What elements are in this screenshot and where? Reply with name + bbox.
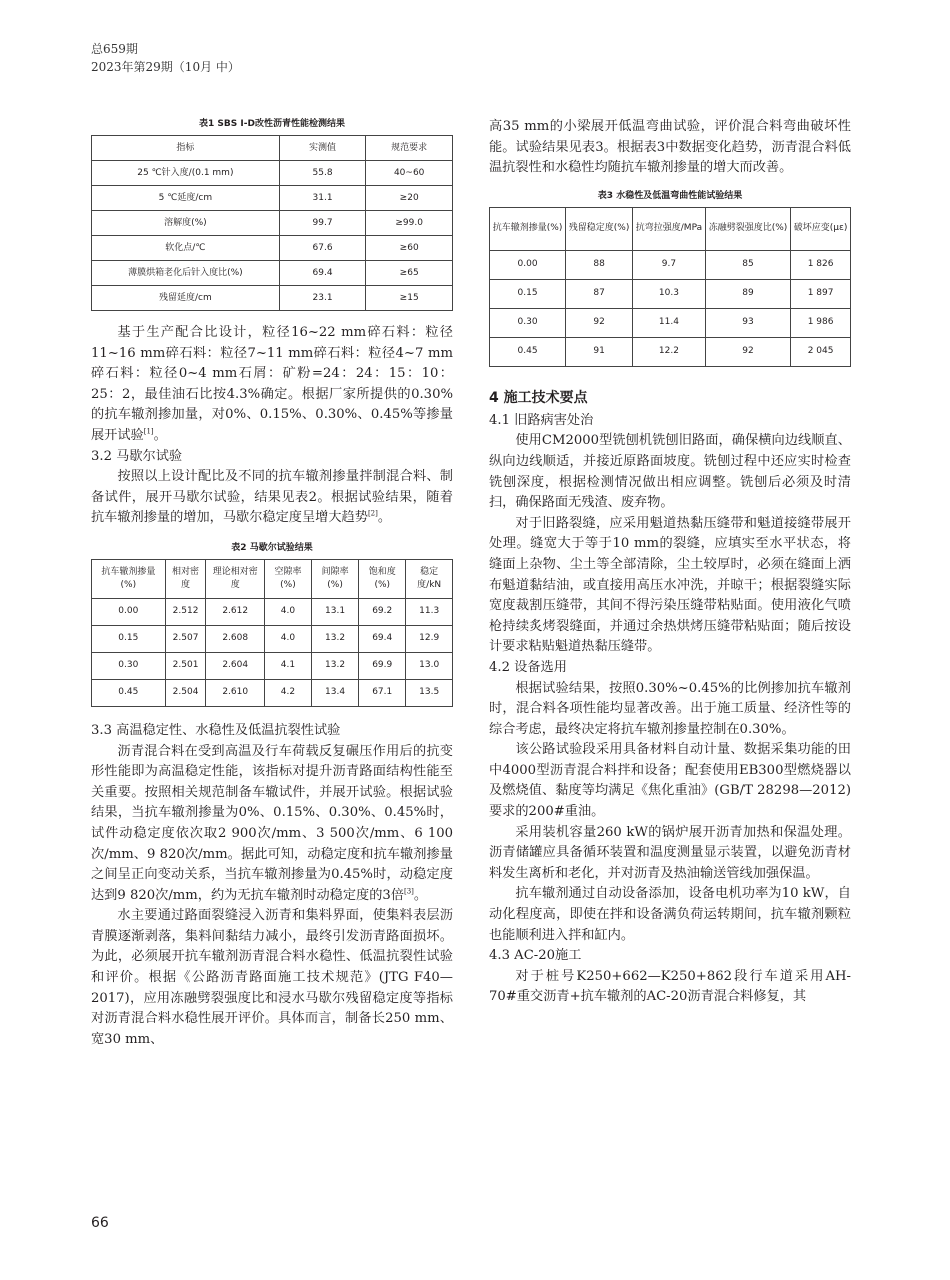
table3-caption: 表3 水稳性及低温弯曲性能试验结果: [597, 190, 743, 201]
table-row: [92, 186, 453, 211]
subsection-heading: 4.2 设备选用: [489, 659, 567, 675]
journal-header: [91, 40, 240, 76]
table-header-cell: 规范要求: [366, 136, 453, 161]
table-row: [490, 337, 851, 366]
table-cell: 40~60: [366, 161, 453, 186]
table-header-cell: 抗弯拉强度/MPa: [633, 207, 706, 250]
table-cell: ≥99.0: [366, 211, 453, 236]
table-cell: 13.1: [312, 598, 359, 625]
table-cell: 薄膜烘箱老化后针入度比(%): [92, 261, 280, 286]
table-cell: 23.1: [279, 286, 366, 311]
table-cell: 69.4: [279, 261, 366, 286]
table-cell: 2 045: [791, 337, 851, 366]
left-column: [91, 117, 453, 1050]
table-cell: 12.9: [406, 625, 453, 652]
table-cell: 88: [566, 250, 633, 279]
table-cell: 2.612: [206, 598, 264, 625]
citation: [3]: [403, 887, 414, 896]
table-cell: 13.0: [406, 652, 453, 679]
table-cell: 2.604: [206, 652, 264, 679]
table-header-cell: 抗车辙剂掺量(%): [92, 559, 166, 598]
table-cell: 2.507: [165, 625, 206, 652]
table-cell: 13.4: [312, 679, 359, 706]
table-row: [92, 286, 453, 311]
table3: [489, 207, 851, 367]
table-cell: 0.30: [490, 308, 566, 337]
table-cell: 残留延度/cm: [92, 286, 280, 311]
section-heading: 3.3 高温稳定性、水稳性及低温抗裂性试验: [91, 722, 341, 738]
table-cell: 2.501: [165, 652, 206, 679]
table-cell: 91: [566, 337, 633, 366]
paragraph-text: 按照以上设计配比及不同的抗车辙剂掺量拌制混合料、制备试件，展开马歇尔试验，结果见表2。根据试验结果，随着抗车辙剂掺量的增加，马歇尔稳定度呈增大趋势: [91, 469, 453, 526]
table-cell: 13.2: [312, 625, 359, 652]
table-header-cell: 抗车辙剂掺量(%): [490, 207, 566, 250]
punctuation: 。: [377, 510, 392, 526]
table-cell: 11.3: [406, 598, 453, 625]
subsection-heading: 4.1 旧路病害处治: [489, 412, 594, 428]
table-row: [490, 250, 851, 279]
paragraph: 对于旧路裂缝，应采用魁道热黏压缝带和魁道接缝带展开处理。缝宽大于等于10 mm的裂缝，应填实至水平状态，将缝面上杂物、尘土等全部清除，尘土较厚时，必须在缝面上洒布魁道黏结油，或直接用高压水冲洗，并晾干；根据裂缝实际宽度裁割压缝带，其间不得污染压缝带粘贴面。使用液化气喷枪持续炙烤裂缝面，并通过余热烘烤压缝带粘贴面；随后按设计要求粘贴魁道热黏压缝带。: [489, 515, 851, 655]
paragraph: 水主要通过路面裂缝浸入沥青和集料界面，使集料表层沥青膜逐渐剥落，集料间黏结力减小，最终引发沥青路面损坏。为此，必须展开抗车辙剂沥青混合料水稳性、低温抗裂性试验和评价。根据《公路沥青路面施工技术规范》(JTG F40—2017)，应用冻融劈裂强度比和浸水马歇尔残留稳定度等指标对沥青混合料水稳性展开评价。具体而言，制备长250 mm、宽30 mm、: [91, 908, 453, 1047]
table-cell: 4.1: [264, 652, 311, 679]
table-cell: ≥60: [366, 236, 453, 261]
table-cell: 92: [566, 308, 633, 337]
paragraph: [91, 742, 453, 907]
table-header-row: [490, 207, 851, 250]
citation: [1]: [143, 427, 154, 436]
table-header-cell: 理论相对密度: [206, 559, 264, 598]
table-cell: 软化点/℃: [92, 236, 280, 261]
table-cell: 0.45: [490, 337, 566, 366]
table2: [91, 559, 453, 707]
paragraph: 抗车辙剂通过自动设备添加，设备电机功率为10 kW，自动化程度高，即使在拌和设备满负荷运转期间，抗车辙剂颗粒也能顺利进入拌和缸内。: [489, 886, 851, 943]
table-header-cell: 相对密度: [165, 559, 206, 598]
table-row: [92, 236, 453, 261]
table-row: [490, 279, 851, 308]
table-cell: 1 826: [791, 250, 851, 279]
table-cell: 92: [705, 337, 790, 366]
page-number: 66: [91, 1215, 109, 1231]
table-cell: 4.0: [264, 625, 311, 652]
table-cell: 0.15: [490, 279, 566, 308]
table-cell: 31.1: [279, 186, 366, 211]
table-cell: 89: [705, 279, 790, 308]
table-cell: 0.45: [92, 679, 166, 706]
table-row: [92, 211, 453, 236]
table-cell: ≥15: [366, 286, 453, 311]
punctuation: 。: [153, 427, 167, 443]
table-row: [92, 598, 453, 625]
table-cell: 55.8: [279, 161, 366, 186]
table-cell: 0.30: [92, 652, 166, 679]
table-cell: 69.2: [359, 598, 406, 625]
table-row: [490, 308, 851, 337]
paragraph: 根据试验结果，按照0.30%~0.45%的比例掺加抗车辙剂时，混合料各项性能均显著改善。出于施工质量、经济性等的综合考虑，最终决定将抗车辙剂掺量控制在0.30%。: [489, 680, 851, 737]
issue-date: 2023年第29期（10月 中）: [91, 60, 240, 74]
table1: [91, 135, 453, 311]
table-row: [92, 625, 453, 652]
table-cell: 2.512: [165, 598, 206, 625]
table-cell: 1 986: [791, 308, 851, 337]
table-cell: 69.9: [359, 652, 406, 679]
table-cell: 0.00: [92, 598, 166, 625]
table-cell: 93: [705, 308, 790, 337]
table-row: [92, 679, 453, 706]
table-cell: 9.7: [633, 250, 706, 279]
table-cell: 13.5: [406, 679, 453, 706]
table-cell: 99.7: [279, 211, 366, 236]
table-cell: 溶解度(%): [92, 211, 280, 236]
paragraph-text: 基于生产配合比设计，粒径16~22 mm碎石料：粒径11~16 mm碎石料：粒径7~11 mm碎石料：粒径4~7 mm碎石料：粒径0~4 mm石屑：矿粉=24：24：15：10：25：2，最佳油石比按4.3%确定。根据厂家所提供的0.30%的抗车辙剂掺加量，对0%、0.15%、0.30%、0.45%等掺量展开试验: [91, 325, 453, 443]
paragraph: 使用CM2000型铣刨机铣刨旧路面，确保横向边线顺直、纵向边线顺适，并接近原路面坡度。铣刨过程中还应实时检查铣刨深度，根据检测情况做出相应调整。铣刨后必须及时清扫，确保路面无残渣、废弃物。: [489, 433, 851, 511]
table-cell: 2.608: [206, 625, 264, 652]
table-header-cell: 间隙率(%): [312, 559, 359, 598]
table-header-cell: 冻融劈裂强度比(%): [705, 207, 790, 250]
table-cell: 13.2: [312, 652, 359, 679]
table-header-row: [92, 559, 453, 598]
table-cell: 67.6: [279, 236, 366, 261]
table-header-cell: 残留稳定度(%): [566, 207, 633, 250]
section-heading: 3.2 马歇尔试验: [91, 448, 183, 464]
paragraph: 该公路试验段采用具备材料自动计量、数据采集功能的田中4000型沥青混合料拌和设备；配套使用EB300型燃烧器以及燃烧值、黏度等均满足《焦化重油》(GB/T 28298—2012)要求的200#重油。: [489, 742, 851, 820]
table-cell: 69.4: [359, 625, 406, 652]
table-cell: 85: [705, 250, 790, 279]
table-cell: 0.00: [490, 250, 566, 279]
table-cell: ≥65: [366, 261, 453, 286]
table-row: [92, 261, 453, 286]
citation: [2]: [367, 509, 378, 518]
paragraph: 对于桩号K250+662—K250+862段行车道采用AH-70#重交沥青+抗车辙剂的AC-20沥青混合料修复，其: [489, 968, 851, 1005]
table1-caption: 表1 SBS I-D改性沥青性能检测结果: [199, 119, 345, 129]
table-header-cell: 指标: [92, 136, 280, 161]
table-cell: 0.15: [92, 625, 166, 652]
table-cell: 10.3: [633, 279, 706, 308]
table-cell: 25 ℃针入度/(0.1 mm): [92, 161, 280, 186]
subsection-heading: 4.3 AC-20施工: [489, 948, 582, 964]
paragraph: 高35 mm的小梁展开低温弯曲试验，评价混合料弯曲破坏性能。试验结果见表3。根据表3中数据变化趋势，沥青混合料低温抗裂性和水稳性均随抗车辙剂掺量的增大而改善。: [489, 119, 851, 176]
paragraph: [91, 323, 453, 447]
table-cell: 2.610: [206, 679, 264, 706]
table-header-cell: 破坏应变(με): [791, 207, 851, 250]
table-cell: 2.504: [165, 679, 206, 706]
table-header-cell: 实测值: [279, 136, 366, 161]
table-cell: 67.1: [359, 679, 406, 706]
paragraph: 采用装机容量260 kW的锅炉展开沥青加热和保温处理。沥青储罐应具备循环装置和温度测量显示装置，以避免沥青材料发生离析和老化，并对沥青及热油输送管线加强保温。: [489, 824, 851, 881]
table-cell: 11.4: [633, 308, 706, 337]
paragraph-text: 沥青混合料在受到高温及行车荷载反复碾压作用后的抗变形性能即为高温稳定性能，该指标对提升沥青路面结构性能至关重要。按照相关规范制备车辙试件，并展开试验。根据试验结果，当抗车辙剂掺量为0%、0.15%、0.30%、0.45%时，试件动稳定度依次取2 900次/mm、3 500次/mm、6 100次/mm、9 820次/mm。据此可知，动稳定度和抗车辙剂掺量之间呈正向变动关系，当抗车辙剂掺量为0.45%时，动稳定度达到9 820次/mm，约为无抗车辙剂时动稳定度的3倍: [91, 743, 453, 903]
table-header-cell: 饱和度(%): [359, 559, 406, 598]
table-row: [92, 161, 453, 186]
table-cell: 87: [566, 279, 633, 308]
table-header-row: [92, 136, 453, 161]
table-row: [92, 652, 453, 679]
right-column: [489, 117, 851, 1008]
section-heading: 4 施工技术要点: [489, 389, 588, 406]
table-cell: 5 ℃延度/cm: [92, 186, 280, 211]
table-cell: 1 897: [791, 279, 851, 308]
table-cell: ≥20: [366, 186, 453, 211]
table-header-cell: 稳定度/kN: [406, 559, 453, 598]
paragraph: [91, 467, 453, 529]
punctuation: 。: [413, 887, 428, 903]
table-cell: 4.2: [264, 679, 311, 706]
table-cell: 12.2: [633, 337, 706, 366]
table2-caption: 表2 马歇尔试验结果: [231, 542, 313, 553]
table-cell: 4.0: [264, 598, 311, 625]
issue-total: 总659期: [91, 42, 138, 56]
table-header-cell: 空隙率(%): [264, 559, 311, 598]
